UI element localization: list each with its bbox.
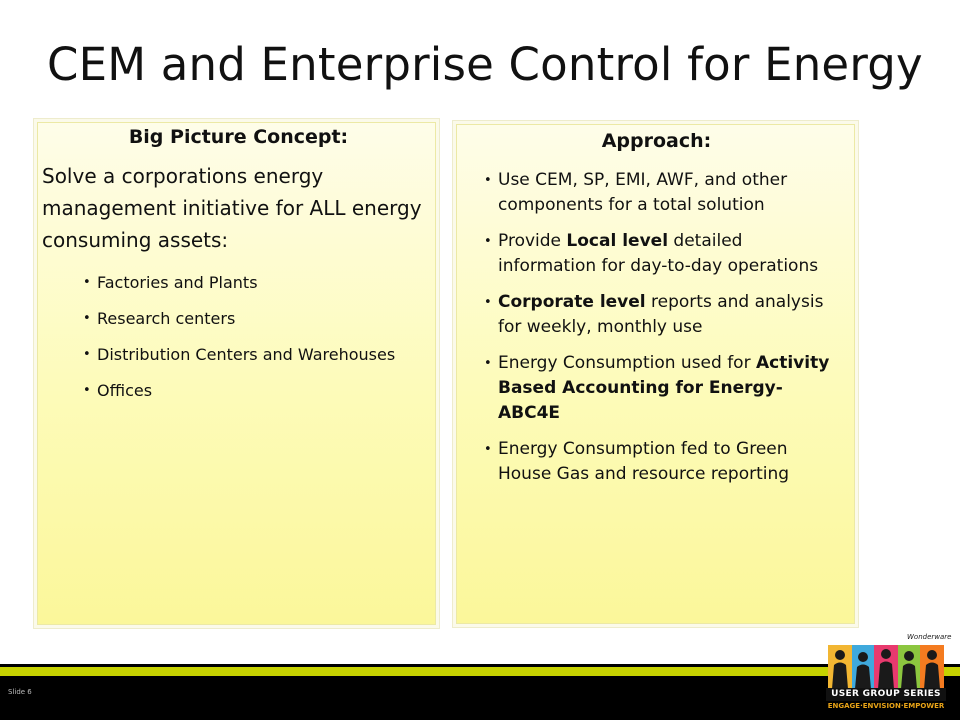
list-item-text: detailed information for day-to-day operations: [498, 231, 819, 276]
people-silhouettes-icon: [828, 645, 944, 689]
list-item-text: Energy Consumption used for: [498, 353, 756, 373]
logo-signature: Wonderware: [907, 633, 952, 641]
list-item: [498, 351, 834, 426]
big-picture-panel: [37, 122, 436, 625]
list-item: [498, 168, 834, 218]
list-item: [498, 290, 834, 340]
list-item-text: Energy Consumption fed to Green House Gas and resource reporting: [498, 439, 790, 484]
list-item: [498, 229, 834, 279]
approach-panel: [456, 124, 855, 624]
big-picture-heading: Big Picture Concept:: [128, 126, 349, 148]
list-item: • Offices: [97, 380, 435, 402]
user-group-series-logo: [822, 633, 950, 715]
list-item-emphasis: Corporate level: [498, 292, 646, 312]
list-item-text: Use CEM, SP, EMI, AWF, and other components for a total solution: [498, 170, 788, 215]
logo-banner: USER GROUP SERIES: [826, 688, 946, 701]
list-item: [498, 437, 834, 487]
approach-heading: Approach:: [601, 130, 712, 152]
list-item-emphasis: Activity Based Accounting for Energy-ABC4E: [498, 353, 830, 423]
logo-tagline: ENGAGE·ENVISION·EMPOWER: [827, 702, 945, 710]
big-picture-lead: Solve a corporations energy management initiative for ALL energy consuming assets:: [42, 164, 422, 252]
approach-list: [479, 168, 834, 487]
slide-number: Slide 6: [8, 688, 32, 696]
asset-list: [42, 272, 435, 402]
list-item: • Distribution Centers and Warehouses: [97, 344, 435, 366]
slide-title: CEM and Enterprise Control for Energy: [47, 38, 923, 91]
list-item: • Research centers: [97, 308, 435, 330]
list-item-emphasis: Local level: [566, 231, 669, 251]
list-item-text: Provide: [498, 231, 567, 251]
list-item: • Factories and Plants: [97, 272, 435, 294]
accent-stripe: [0, 667, 960, 676]
list-item-text: reports and analysis for weekly, monthly use: [498, 292, 824, 337]
